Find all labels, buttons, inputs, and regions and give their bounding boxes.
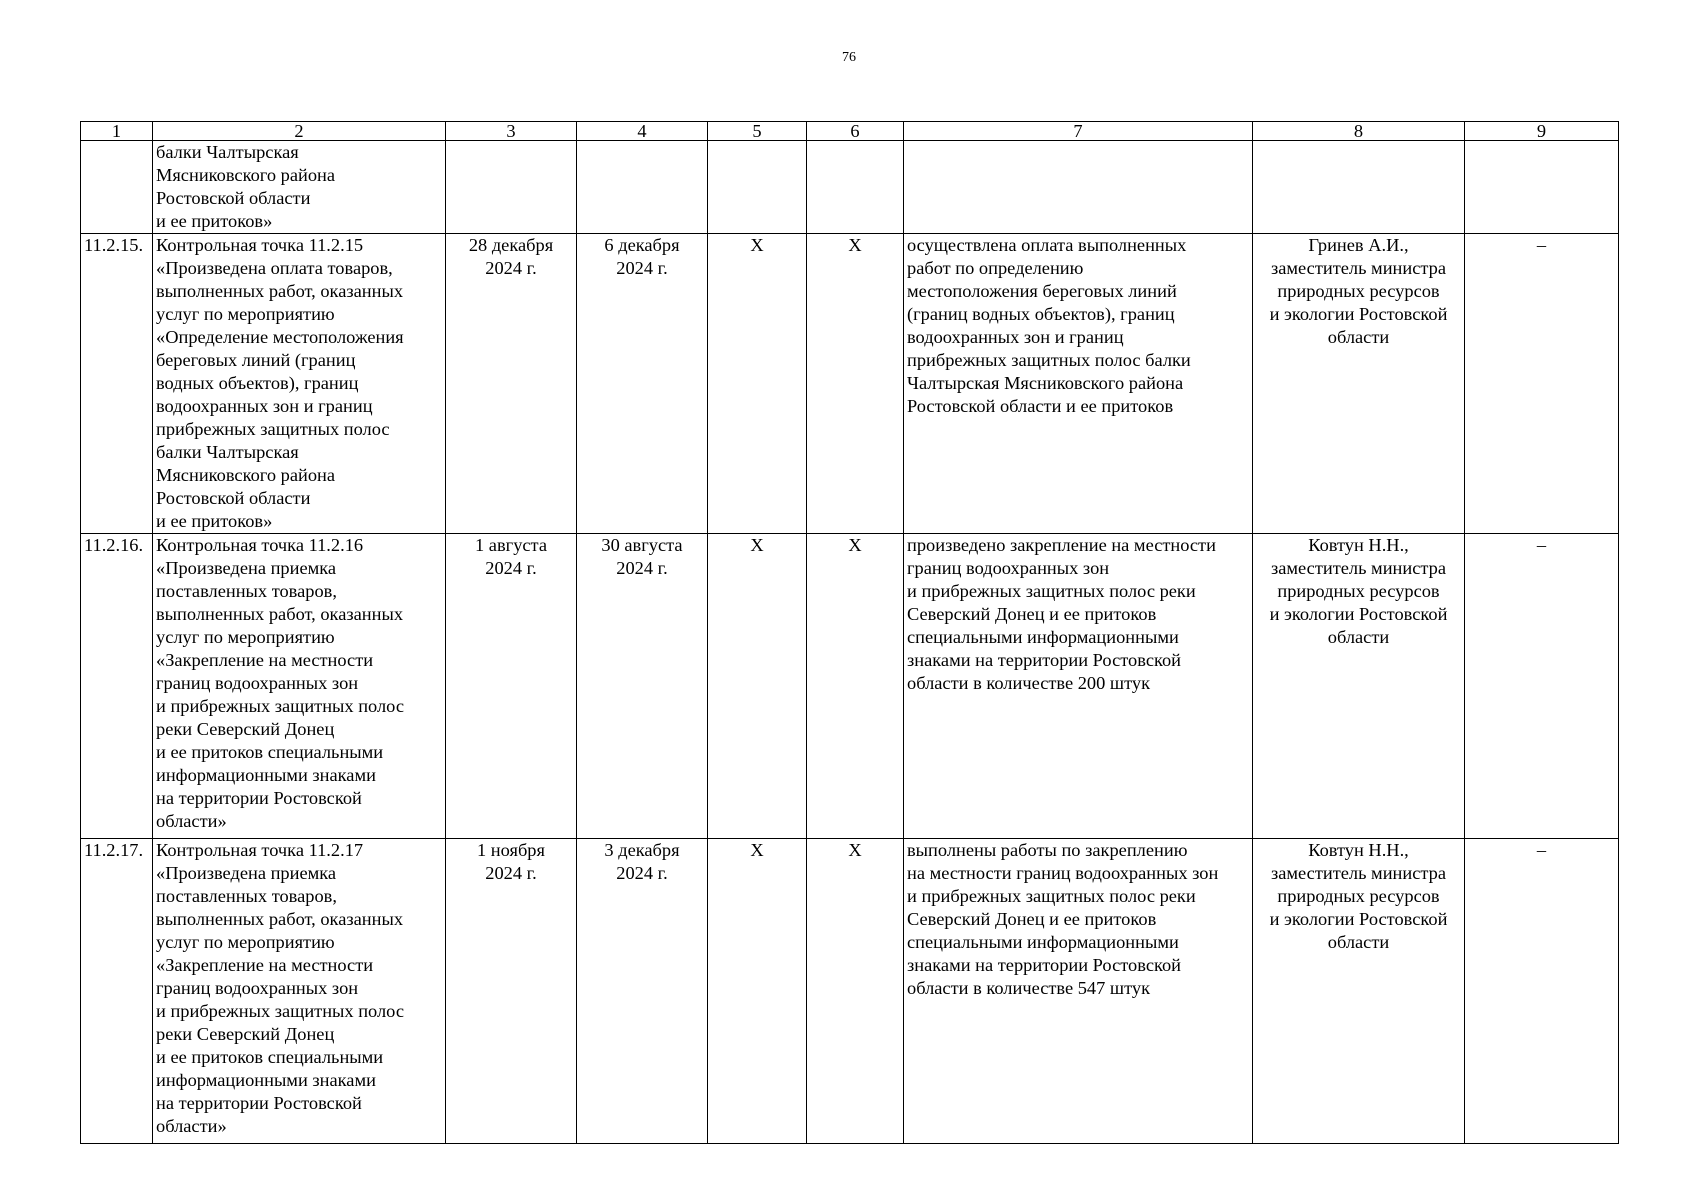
result-line: Северский Донец и ее притоков: [907, 909, 1157, 929]
event-line: водных объектов), границ: [156, 373, 359, 393]
result-line: знаками на территории Ростовской: [907, 650, 1182, 670]
column-header: 4: [577, 122, 708, 141]
event-line: и ее притоков»: [156, 511, 273, 531]
event-line: информационными знаками: [156, 765, 376, 785]
result-cell: [904, 534, 1253, 839]
event-line: услуг по мероприятию: [156, 304, 335, 324]
result-line: Северский Донец и ее притоков: [907, 604, 1157, 624]
event-line: границ водоохранных зон: [156, 673, 359, 693]
end-date-cell: [577, 839, 708, 1144]
responsible-line: и экологии Ростовской: [1269, 604, 1448, 624]
responsible-line: заместитель министра: [1270, 258, 1447, 278]
item-number-cell: [81, 141, 153, 234]
responsible-line: Ковтун Н.Н.,: [1308, 840, 1409, 860]
event-line: услуг по мероприятию: [156, 932, 335, 952]
event-line: Ростовской области: [156, 488, 311, 508]
event-cell: [153, 839, 446, 1144]
column-header: 8: [1253, 122, 1465, 141]
responsible-line: области: [1327, 327, 1390, 347]
col9-cell: –: [1465, 234, 1619, 534]
result-line: специальными информационными: [907, 932, 1179, 952]
responsible-line: области: [1327, 627, 1390, 647]
result-line: и прибрежных защитных полос реки: [907, 581, 1196, 601]
result-line: Ростовской области и ее притоков: [907, 396, 1174, 416]
event-line: прибрежных защитных полос: [156, 419, 390, 439]
result-line: работ по определению: [907, 258, 1084, 278]
result-line: произведено закрепление на местности: [907, 535, 1216, 555]
event-line: «Произведена приемка: [156, 863, 337, 883]
item-number-cell: 11.2.17.: [81, 839, 153, 1144]
event-line: «Произведена приемка: [156, 558, 337, 578]
end-date-cell: [577, 141, 708, 234]
date-line: 28 декабря: [468, 235, 554, 255]
responsible-line: заместитель министра: [1270, 558, 1447, 578]
col5-cell: X: [708, 534, 807, 839]
start-date-cell: [446, 839, 577, 1144]
col5-cell: X: [708, 234, 807, 534]
event-line: на территории Ростовской: [156, 1093, 362, 1113]
col6-cell: X: [807, 839, 904, 1144]
date-line: 2024 г.: [616, 863, 668, 883]
result-line: области в количестве 200 штук: [907, 673, 1151, 693]
event-line: береговых линий (границ: [156, 350, 356, 370]
column-header: 6: [807, 122, 904, 141]
responsible-line: и экологии Ростовской: [1269, 909, 1448, 929]
table-row: [81, 534, 1619, 839]
date-line: 30 августа: [601, 535, 683, 555]
responsible-line: природных ресурсов: [1277, 281, 1440, 301]
result-line: и прибрежных защитных полос реки: [907, 886, 1196, 906]
event-line: «Определение местоположения: [156, 327, 404, 347]
responsible-line: Ковтун Н.Н.,: [1308, 535, 1409, 555]
responsible-cell: [1253, 839, 1465, 1144]
responsible-line: и экологии Ростовской: [1269, 304, 1448, 324]
column-header: 3: [446, 122, 577, 141]
event-line: области»: [156, 1116, 227, 1136]
result-line: водоохранных зон и границ: [907, 327, 1124, 347]
start-date-cell: [446, 234, 577, 534]
result-line: на местности границ водоохранных зон: [907, 863, 1219, 883]
result-cell: [904, 141, 1253, 234]
column-number-row: [81, 122, 1619, 141]
date-line: 6 декабря: [604, 235, 680, 255]
result-line: знаками на территории Ростовской: [907, 955, 1182, 975]
event-line: реки Северский Донец: [156, 719, 335, 739]
responsible-cell: [1253, 141, 1465, 234]
event-line: поставленных товаров,: [156, 581, 337, 601]
col9-cell: [1465, 141, 1619, 234]
event-line: выполненных работ, оказанных: [156, 281, 404, 301]
result-cell: [904, 234, 1253, 534]
event-line: «Закрепление на местности: [156, 650, 374, 670]
start-date-cell: [446, 534, 577, 839]
event-line: балки Чалтырская: [156, 442, 299, 462]
end-date-cell: [577, 534, 708, 839]
date-line: 2024 г.: [485, 863, 537, 883]
col6-cell: X: [807, 534, 904, 839]
result-line: выполнены работы по закреплению: [907, 840, 1188, 860]
date-line: 1 ноября: [477, 840, 545, 860]
result-line: (границ водных объектов), границ: [907, 304, 1175, 324]
event-line: и ее притоков специальными: [156, 742, 384, 762]
responsible-line: природных ресурсов: [1277, 886, 1440, 906]
result-cell: [904, 839, 1253, 1144]
col6-cell: [807, 141, 904, 234]
date-line: 2024 г.: [616, 558, 668, 578]
responsible-cell: [1253, 534, 1465, 839]
col5-cell: [708, 141, 807, 234]
item-number-cell: 11.2.15.: [81, 234, 153, 534]
date-line: 1 августа: [475, 535, 547, 555]
event-line: «Закрепление на местности: [156, 955, 374, 975]
plan-table: [80, 121, 1619, 1144]
event-line: Контрольная точка 11.2.15: [156, 235, 364, 255]
col9-cell: –: [1465, 534, 1619, 839]
event-line: Мясниковского района: [156, 465, 336, 485]
event-cell: [153, 141, 446, 234]
event-line: Мясниковского района: [156, 165, 336, 185]
result-line: границ водоохранных зон: [907, 558, 1110, 578]
date-line: 2024 г.: [485, 558, 537, 578]
result-line: прибрежных защитных полос балки: [907, 350, 1191, 370]
event-line: «Произведена оплата товаров,: [156, 258, 393, 278]
event-line: области»: [156, 811, 227, 831]
event-line: и ее притоков»: [156, 211, 273, 231]
event-line: реки Северский Донец: [156, 1024, 335, 1044]
table-row: [81, 141, 1619, 234]
event-cell: [153, 234, 446, 534]
event-line: выполненных работ, оказанных: [156, 604, 404, 624]
event-line: балки Чалтырская: [156, 142, 299, 162]
col5-cell: X: [708, 839, 807, 1144]
end-date-cell: [577, 234, 708, 534]
event-line: Ростовской области: [156, 188, 311, 208]
result-line: осуществлена оплата выполненных: [907, 235, 1187, 255]
event-line: водоохранных зон и границ: [156, 396, 373, 416]
date-line: 2024 г.: [485, 258, 537, 278]
date-line: 2024 г.: [616, 258, 668, 278]
start-date-cell: [446, 141, 577, 234]
event-line: услуг по мероприятию: [156, 627, 335, 647]
responsible-line: природных ресурсов: [1277, 581, 1440, 601]
event-line: и ее притоков специальными: [156, 1047, 384, 1067]
date-line: 3 декабря: [604, 840, 680, 860]
event-line: информационными знаками: [156, 1070, 376, 1090]
table-row: [81, 234, 1619, 534]
responsible-line: области: [1327, 932, 1390, 952]
event-line: границ водоохранных зон: [156, 978, 359, 998]
column-header: 2: [153, 122, 446, 141]
item-number-cell: 11.2.16.: [81, 534, 153, 839]
event-line: и прибрежных защитных полос: [156, 1001, 404, 1021]
column-header: 5: [708, 122, 807, 141]
event-cell: [153, 534, 446, 839]
col9-cell: –: [1465, 839, 1619, 1144]
result-line: специальными информационными: [907, 627, 1179, 647]
result-line: области в количестве 547 штук: [907, 978, 1151, 998]
responsible-line: заместитель министра: [1270, 863, 1447, 883]
event-line: на территории Ростовской: [156, 788, 362, 808]
event-line: поставленных товаров,: [156, 886, 337, 906]
event-line: и прибрежных защитных полос: [156, 696, 404, 716]
column-header: 9: [1465, 122, 1619, 141]
result-line: местоположения береговых линий: [907, 281, 1177, 301]
page-number: 76: [842, 50, 856, 65]
table-row: [81, 839, 1619, 1144]
column-header: 7: [904, 122, 1253, 141]
event-line: Контрольная точка 11.2.16: [156, 535, 364, 555]
event-line: Контрольная точка 11.2.17: [156, 840, 364, 860]
col6-cell: X: [807, 234, 904, 534]
responsible-line: Гринев А.И.,: [1308, 235, 1409, 255]
column-header: 1: [81, 122, 153, 141]
result-line: Чалтырская Мясниковского района: [907, 373, 1184, 393]
responsible-cell: [1253, 234, 1465, 534]
event-line: выполненных работ, оказанных: [156, 909, 404, 929]
